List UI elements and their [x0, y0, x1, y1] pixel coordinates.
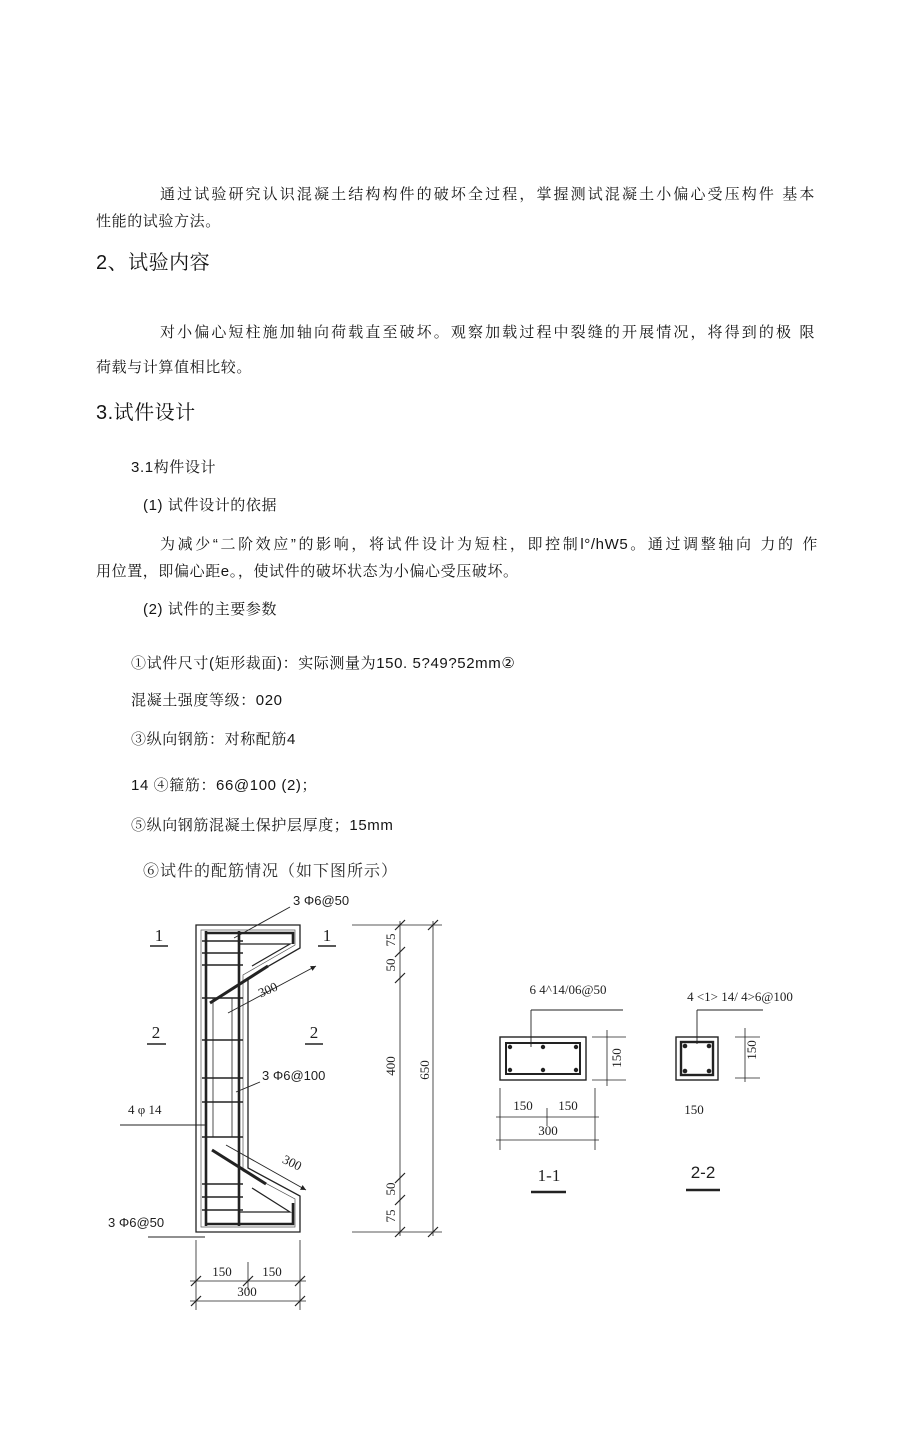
parameter-item: 混凝土强度等级：020: [131, 692, 283, 709]
rebar-dot: [508, 1045, 512, 1049]
section-2-2-bars: [683, 1044, 712, 1074]
height-dim-label: 75: [382, 933, 398, 947]
basis-title: (1) 试件设计的依据: [143, 497, 278, 514]
parameter-item: ③纵向钢筋：对称配筋4: [131, 731, 296, 748]
longitudinal-bar-label: 4 φ 14: [128, 1102, 162, 1117]
total-height-label: 650: [416, 1060, 432, 1080]
section-1-1-width-label: 150: [558, 1098, 578, 1113]
rebar-dot: [541, 1045, 545, 1049]
top-stirrup-label: 3 Φ6@50: [293, 893, 350, 908]
content-line-2: 荷载与计算值相比较。: [96, 359, 253, 376]
intro-line-1: 通过试验研究认识混凝土结构构件的破坏全过程，掌握测试混凝土小偏心受压构件 基本: [160, 186, 815, 203]
height-dim-label: 400: [382, 1056, 398, 1076]
section-2-right-label: 2: [309, 1023, 319, 1042]
bottom-corbel-inner-bar: [239, 1188, 290, 1212]
rebar-dot: [707, 1069, 712, 1074]
section-1-left-label: 1: [154, 926, 164, 945]
heading-specimen-design: 3.试件设计: [96, 402, 196, 424]
rebar-dot: [707, 1044, 712, 1049]
section-1-1-height-label: 150: [608, 1048, 624, 1068]
figure-caption: ⑥试件的配筋情况（如下图所示）: [143, 863, 399, 880]
section-1-1-rebar-label: 6 4^14/06@50: [529, 982, 607, 997]
total-width-label: 300: [237, 1284, 257, 1299]
section-1-1-width-label: 150: [513, 1098, 533, 1113]
intro-line-2: 性能的试验方法。: [96, 213, 221, 230]
basis-line-2: 用位置，即偏心距e。，使试件的破坏状态为小偏心受压破坏。: [96, 563, 519, 580]
section-1-1-bars: [508, 1045, 578, 1072]
middle-stirrup-label: 3 Φ6@100: [262, 1068, 326, 1083]
heading-test-content: 2、试验内容: [96, 252, 211, 274]
subheading-member-design: 3.1构件设计: [131, 459, 217, 476]
section-2-2-width-label: 150: [684, 1102, 704, 1117]
section-1-right-label: 1: [322, 926, 332, 945]
section-2-2-rebar-label: 4 <1> 14/ 4>6@100: [687, 989, 793, 1004]
parameters-title: (2) 试件的主要参数: [143, 601, 278, 618]
height-dim-label: 50: [382, 1182, 398, 1196]
section-1-1-title: 1-1: [537, 1166, 561, 1185]
section-2-2-title: 2-2: [690, 1163, 716, 1182]
width-dim-label: 150: [212, 1264, 232, 1279]
parameter-item: 14 ④箍筋：66@100 (2)；: [131, 777, 318, 794]
parameter-item: ①试件尺寸(矩形裁面)：实际测量为150. 5?49?52mm②: [131, 655, 516, 672]
top-bent-bar-length: 300: [255, 978, 280, 1001]
width-dim-label: 150: [262, 1264, 282, 1279]
section-1-1-total-width-label: 300: [538, 1123, 558, 1138]
basis-line-1: 为减少“二阶效应”的影响，将试件设计为短柱，即控制l°/hW5。通过调整轴向 力的 作: [160, 536, 818, 553]
parameter-item: ⑤纵向钢筋混凝土保护层厚度；15mm: [131, 817, 394, 834]
section-2-2-height-label: 150: [743, 1040, 759, 1060]
bottom-bent-bar-length: 300: [280, 1151, 305, 1174]
bottom-stirrup-label: 3 Φ6@50: [108, 1215, 165, 1230]
top-corbel-bar: [206, 933, 293, 944]
reinforcement-drawing: [0, 880, 920, 1320]
rebar-dot: [683, 1069, 688, 1074]
rebar-dot: [574, 1068, 578, 1072]
rebar-dot: [683, 1044, 688, 1049]
rebar-dot: [574, 1045, 578, 1049]
rebar-dot: [541, 1068, 545, 1072]
section-2-2: [676, 1010, 763, 1190]
content-line-1: 对小偏心短柱施加轴向荷载直至破坏。观察加载过程中裂缝的开展情况，将得到的极 限: [160, 324, 815, 341]
stirrups: [202, 941, 243, 1210]
height-dim-label: 75: [382, 1209, 398, 1223]
section-2-left-label: 2: [151, 1023, 161, 1042]
height-dim-label: 50: [382, 958, 398, 972]
rebar-dot: [508, 1068, 512, 1072]
